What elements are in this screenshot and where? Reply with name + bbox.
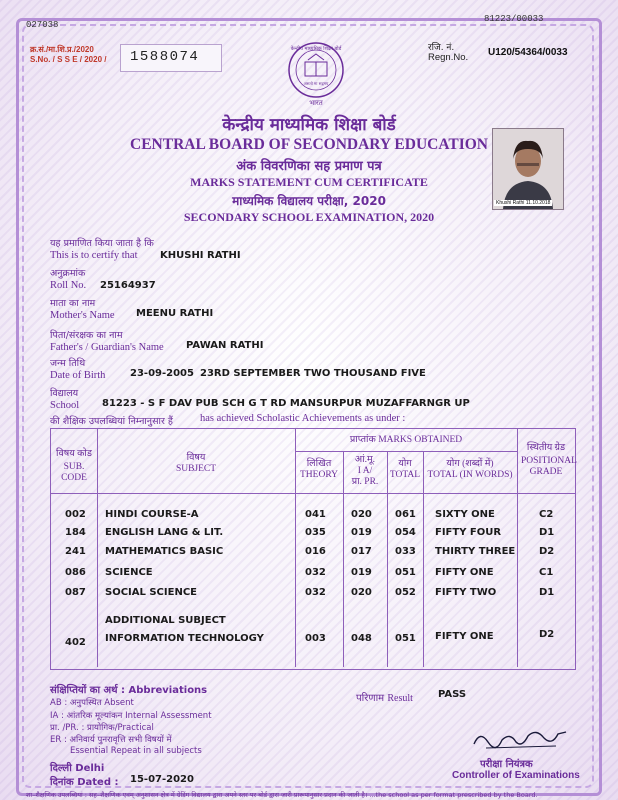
subject-name: HINDI COURSE-A (105, 509, 199, 520)
dated-en: Dated : (77, 777, 119, 788)
header-words-hindi: योग (शब्दों में) (446, 459, 494, 469)
dated-hindi: दिनांक (50, 777, 74, 788)
dob-label: Date of Birth (50, 370, 106, 381)
theory-marks: 032 (305, 567, 326, 578)
exam-title-hindi: माध्यमिक विद्यालय परीक्षा, 2020 (232, 194, 386, 208)
positional-grade: D1 (539, 527, 555, 538)
header-marks: MARKS OBTAINED (378, 435, 463, 445)
father-name: PAWAN RATHI (186, 340, 264, 351)
header-theory-hindi: लिखित (306, 459, 332, 469)
header-grade-en: POSITIONAL GRADE (521, 456, 577, 477)
subject-name: SCIENCE (105, 567, 153, 578)
ia-marks: 048 (351, 633, 372, 644)
student-photo (492, 128, 564, 210)
table-row (51, 509, 575, 523)
regn-label-hindi: रजि. नं. (428, 43, 455, 53)
additional-subject-row (51, 615, 575, 655)
subject-code: 402 (65, 637, 86, 648)
ia-marks: 020 (351, 509, 372, 520)
total-in-words: FIFTY TWO (435, 587, 497, 598)
dob-label-hindi: जन्म तिथि (50, 358, 86, 369)
theory-marks: 041 (305, 509, 326, 520)
controller-hindi: परीक्षा नियंत्रक (480, 759, 533, 770)
school-name: 81223 - S F DAV PUB SCH G T RD MANSURPUR MUZAFFARNGR UP (102, 398, 470, 409)
photo-caption: Khushi Rathi 11.10.2018 (496, 200, 551, 206)
header-subject (97, 453, 295, 475)
header-ia: I A/ (357, 466, 373, 476)
subject-name: SOCIAL SCIENCE (105, 587, 197, 598)
header-total-hindi: योग (398, 459, 412, 469)
place-hindi: दिल्ली (50, 763, 72, 774)
mother-name: MEENU RATHI (136, 308, 214, 319)
ia-marks: 019 (351, 567, 372, 578)
ia-marks: 020 (351, 587, 372, 598)
theory-marks: 032 (305, 587, 326, 598)
table-row (51, 587, 575, 601)
student-name: KHUSHI RATHI (160, 250, 241, 261)
emblem-motto: असतो मा सद्गमय (303, 81, 329, 86)
right-code: 81223/00033 (484, 14, 544, 24)
left-code: 027038 (26, 20, 59, 30)
header-total-en: TOTAL (389, 470, 421, 480)
header-ia-hindi: आं.मू. (354, 455, 376, 465)
abbreviations-title-hindi: संक्षिप्तियों का अर्थ : (50, 685, 126, 696)
roll-label: Roll No. (50, 280, 87, 291)
abbrev-internal: IA : आंतरिक मूल्यांकन Internal Assessment (50, 711, 212, 721)
father-label: Father's / Guardian's Name (50, 342, 164, 353)
positional-grade: D2 (539, 629, 555, 640)
subject-code: 002 (65, 509, 86, 520)
footer-note: शा–शैक्षणिक उपलब्धियां : सह–शैक्षणिक एवम् अनुशासन क्षेत्र में ग्रेडिंग विद्यालय द्वारा अपने स्तर पर बोर्ड द्वारा जारी प्रारूपानुसार प्रदान की जाती है। ...the school as per format prescribed by the Board. (26, 791, 538, 799)
school-label: School (50, 400, 80, 411)
total-marks: 052 (395, 587, 416, 598)
total-marks: 051 (395, 567, 416, 578)
subject-code: 184 (65, 527, 86, 538)
marks-table (50, 428, 576, 670)
achievement-label: has achieved Scholastic Achievements as under : (200, 413, 406, 424)
result-value: PASS (438, 689, 467, 700)
father-label-hindi: पिता/संरक्षक का नाम (50, 330, 123, 341)
subject-name: INFORMATION TECHNOLOGY (105, 633, 264, 644)
abbrev-practical: प्रा. /PR. : प्रायोगिक/Practical (50, 723, 154, 733)
positional-grade: D2 (539, 546, 555, 557)
header-theory (295, 459, 343, 481)
theory-marks: 016 (305, 546, 326, 557)
signature-icon (466, 724, 576, 754)
header-grade (517, 443, 575, 478)
ia-marks: 019 (351, 527, 372, 538)
header-ia-pr (343, 455, 387, 488)
regn-label: Regn.No. (428, 52, 469, 63)
cbse-emblem-icon (276, 40, 356, 108)
header-subject-en: SUBJECT (175, 464, 217, 474)
subject-name: MATHEMATICS BASIC (105, 546, 224, 557)
board-title-hindi: केन्द्रीय माध्यमिक शिक्षा बोर्ड (222, 115, 396, 135)
emblem-bottom-text: भारत (309, 99, 323, 107)
certify-label: This is to certify that (50, 250, 138, 261)
mother-label-hindi: माता का नाम (50, 298, 96, 309)
school-label-hindi: विद्यालय (50, 388, 79, 399)
header-words: TOTAL (IN WORDS) (427, 470, 513, 480)
additional-subject-label: ADDITIONAL SUBJECT (105, 615, 226, 626)
result-label-en: Result (387, 693, 413, 704)
controller-title: Controller of Examinations (452, 770, 580, 781)
total-marks: 054 (395, 527, 416, 538)
place (50, 760, 104, 774)
abbreviations-title-en: Abbreviations (128, 685, 208, 696)
table-row (51, 527, 575, 541)
positional-grade: D1 (539, 587, 555, 598)
result-label-hindi: परिणाम (356, 693, 385, 704)
header-marks-hindi: प्राप्तांक (349, 435, 376, 445)
header-marks-obtained (295, 435, 517, 446)
ia-marks: 017 (351, 546, 372, 557)
header-pr: प्रा. PR. (351, 477, 379, 487)
header-theory-en: THEORY (300, 470, 338, 480)
abbreviations-title (50, 682, 207, 696)
exam-title: SECONDARY SCHOOL EXAMINATION, 2020 (183, 210, 435, 224)
total-in-words: FIFTY FOUR (435, 527, 502, 538)
header-sub-code (51, 449, 97, 484)
student-photo-icon (493, 129, 563, 209)
header-subject-hindi: विषय (186, 453, 206, 463)
subject-name: ENGLISH LANG & LIT. (105, 527, 224, 538)
total-marks: 051 (395, 633, 416, 644)
header-total (387, 459, 423, 481)
table-row (51, 567, 575, 581)
positional-grade: C2 (539, 509, 554, 520)
cert-title-hindi: अंक विवरणिका सह प्रमाण पत्र (236, 159, 382, 174)
certify-label-hindi: यह प्रमाणित किया जाता है कि (50, 238, 154, 249)
total-marks: 033 (395, 546, 416, 557)
total-in-words: SIXTY ONE (435, 509, 495, 520)
header-code: SUB. CODE (61, 462, 87, 483)
result-label (356, 690, 413, 704)
cert-title: MARKS STATEMENT CUM CERTIFICATE (190, 175, 428, 189)
serial-number: 1588074 (130, 49, 200, 65)
total-in-words: THIRTY THREE (435, 546, 516, 557)
subject-code: 086 (65, 567, 86, 578)
issue-date: 15-07-2020 (130, 774, 194, 785)
mother-label: Mother's Name (50, 310, 115, 321)
total-marks: 061 (395, 509, 416, 520)
total-in-words: FIFTY ONE (435, 631, 494, 642)
place-en: Delhi (75, 763, 105, 774)
abbrev-absent: AB : अनुपस्थित Absent (50, 698, 134, 708)
subject-code: 241 (65, 546, 86, 557)
board-title: CENTRAL BOARD OF SECONDARY EDUCATION (130, 136, 488, 153)
achievement-label-hindi: की शैक्षिक उपलब्धियां निम्नानुसार हैं (50, 416, 173, 427)
header-grade-hindi: स्थितीय ग्रेड (526, 443, 566, 453)
emblem-arc-text: केन्द्रीय माध्यमिक शिक्षा बोर्ड (290, 46, 342, 52)
abbrev-essential-repeat: ER : अनिवार्य पुनरावृत्ति सभी विषयों में (50, 735, 172, 745)
subject-code: 087 (65, 587, 86, 598)
serial-label-hindi: क्र.सं./मा.शि.प्र./2020 (30, 45, 94, 54)
roll-number: 25164937 (100, 280, 156, 291)
serial-label: S.No. / S S E / 2020 / (30, 55, 107, 64)
theory-marks: 035 (305, 527, 326, 538)
dob-value: 23-09-2005 (130, 368, 194, 379)
regn-number: U120/54364/0033 (488, 47, 568, 58)
dated (50, 774, 118, 788)
dob-in-words: 23RD SEPTEMBER TWO THOUSAND FIVE (200, 368, 426, 379)
total-in-words: FIFTY ONE (435, 567, 494, 578)
theory-marks: 003 (305, 633, 326, 644)
roll-label-hindi: अनुक्रमांक (50, 268, 86, 279)
abbrev-essential-repeat-en: Essential Repeat in all subjects (70, 746, 202, 756)
positional-grade: C1 (539, 567, 554, 578)
table-row (51, 546, 575, 560)
header-code-hindi: विषय कोड (56, 449, 92, 459)
header-total-words (423, 459, 517, 481)
